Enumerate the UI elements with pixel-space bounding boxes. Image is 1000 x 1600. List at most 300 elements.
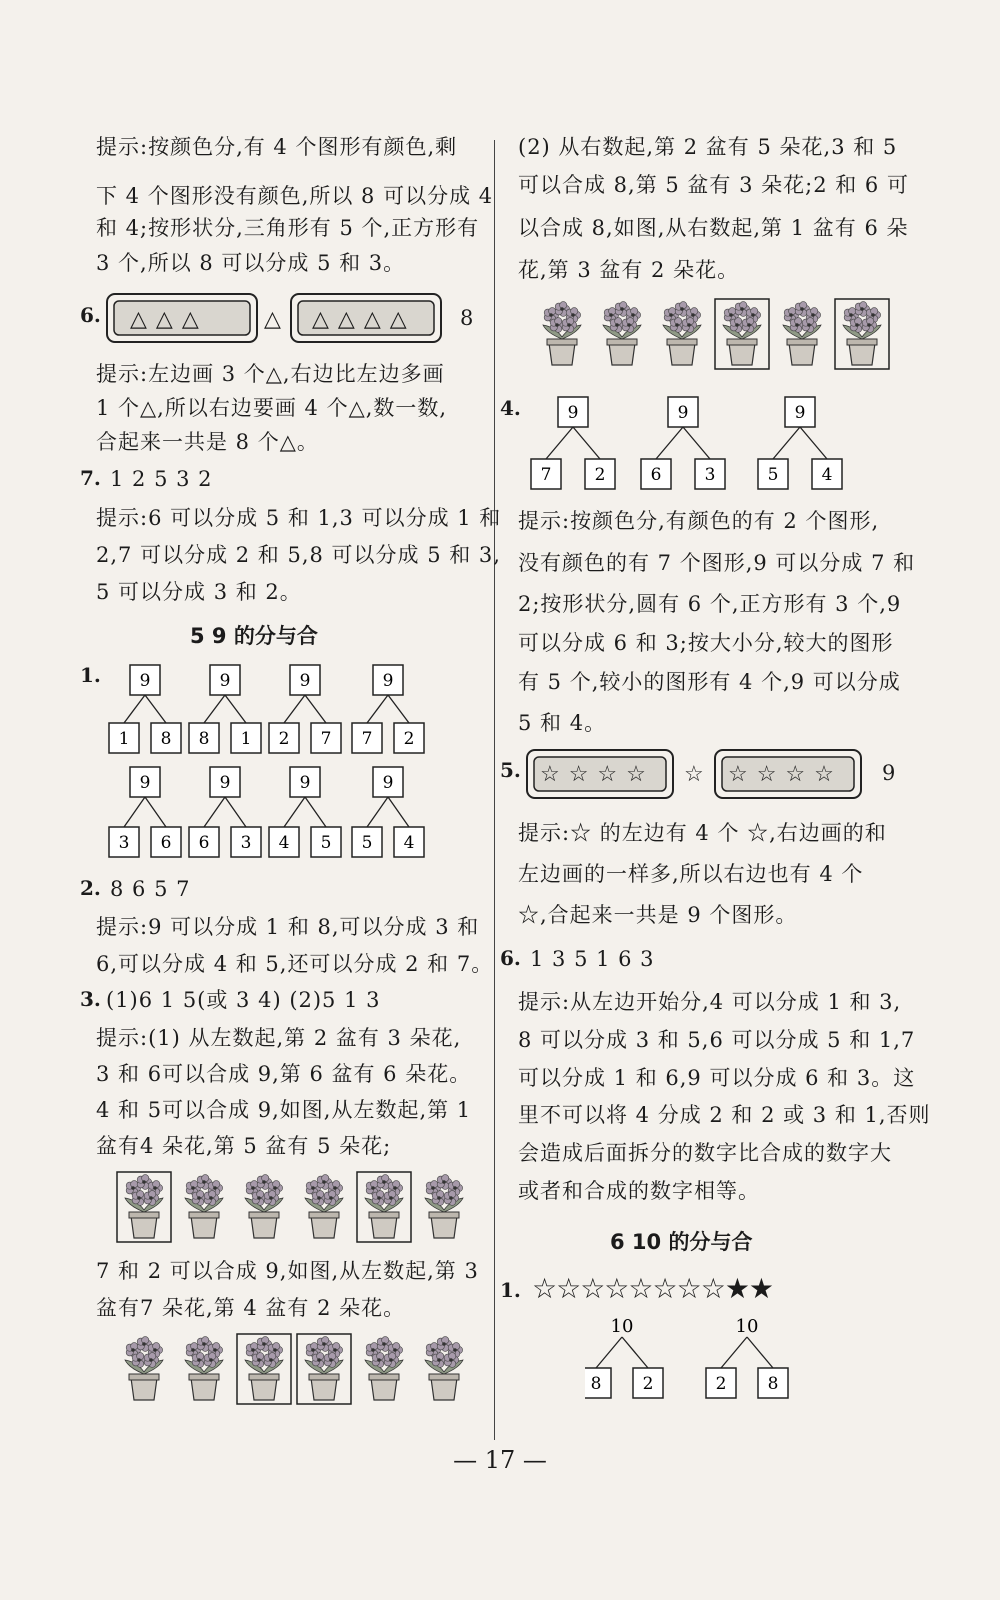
bond-line	[596, 1337, 622, 1368]
star-row: ☆☆☆☆☆☆☆☆★★	[532, 1272, 774, 1305]
number-bond	[269, 665, 341, 753]
number-bond	[352, 665, 424, 753]
number-bond	[189, 767, 261, 857]
q7-answer: 1 2 5 3 2	[110, 467, 213, 491]
bond-line	[284, 797, 305, 827]
flower	[730, 318, 744, 333]
flower-center	[442, 1180, 446, 1184]
bond-line	[388, 797, 409, 827]
bond-part: 6	[160, 833, 172, 853]
flower-center	[389, 1358, 393, 1362]
flower-center	[449, 1358, 453, 1362]
pot-rim	[429, 1374, 459, 1380]
number-bond-diagrams	[530, 395, 880, 495]
flower-pot	[543, 302, 581, 365]
flower-pot	[663, 302, 701, 365]
flower-pot	[305, 1175, 343, 1238]
pot-rim	[847, 339, 877, 345]
flower-center	[382, 1342, 386, 1346]
flower-center	[317, 1358, 321, 1362]
pot	[251, 1378, 277, 1400]
hint-line: 6,可以分成 4 和 5,还可以分成 2 和 7。	[96, 952, 494, 976]
flower-center	[393, 1186, 397, 1190]
bond-total: 9	[567, 403, 579, 423]
pot-rim	[429, 1212, 459, 1218]
page-number: — 17 —	[453, 1446, 547, 1474]
pot-rim	[727, 339, 757, 345]
bond-part: 3	[240, 833, 252, 853]
pot-rim	[309, 1374, 339, 1380]
flower-center	[807, 323, 811, 327]
pot-rim	[249, 1212, 279, 1218]
section-title: 5 9 的分与合	[190, 624, 318, 648]
flower-pots-row	[115, 1332, 480, 1407]
pot	[371, 1378, 397, 1400]
flower	[312, 1191, 326, 1206]
flower-center	[740, 307, 744, 311]
bond-line	[284, 695, 305, 723]
flower-center	[269, 1358, 273, 1362]
flower-center	[149, 1196, 153, 1200]
question-number: 5.	[500, 758, 521, 782]
flower-pot	[425, 1175, 463, 1238]
bond-line	[225, 695, 246, 723]
flower	[550, 318, 564, 333]
flower-center	[251, 1348, 255, 1352]
question-number: 7.	[80, 466, 101, 490]
hint-line: 提示:(1) 从左数起,第 2 盆有 3 朵花,	[96, 1026, 462, 1050]
flower-center	[437, 1358, 441, 1362]
flower-center	[675, 323, 679, 327]
flower-center	[213, 1348, 217, 1352]
middle-triangle: △	[264, 307, 282, 332]
hint-line: 5 和 4。	[518, 711, 607, 735]
flower-center	[431, 1186, 435, 1190]
hint-line: 可以合成 8,第 5 盆有 3 朵花;2 和 6 可	[518, 173, 909, 197]
hint-line: 以合成 8,如图,从右数起,第 1 盆有 6 朵	[518, 216, 909, 240]
hint-line: 花,第 3 盆有 2 朵花。	[518, 258, 740, 282]
hint-line: 可以分成 1 和 6,9 可以分成 6 和 3。这	[518, 1066, 916, 1090]
pot-rim	[309, 1212, 339, 1218]
bond-line	[656, 427, 683, 459]
flower-center	[371, 1186, 375, 1190]
flower-center	[131, 1348, 135, 1352]
pot-rim	[189, 1374, 219, 1380]
flower	[670, 318, 684, 333]
pot	[311, 1216, 337, 1238]
number-bond	[585, 1316, 663, 1398]
flower-center	[209, 1196, 213, 1200]
flower-center	[329, 1358, 333, 1362]
bond-total: 9	[219, 773, 231, 793]
question-number: 6.	[80, 303, 101, 327]
bond-part: 7	[320, 729, 332, 749]
flower-center	[609, 313, 613, 317]
bond-total: 10	[610, 1316, 634, 1337]
flower-center	[627, 323, 631, 327]
bond-line	[721, 1337, 747, 1368]
number-bond	[531, 397, 615, 489]
flower-pot	[297, 1334, 351, 1404]
flower-center	[311, 1186, 315, 1190]
bond-total: 9	[382, 773, 394, 793]
flower-center	[795, 323, 799, 327]
flower-center	[437, 1196, 441, 1200]
flower-center	[142, 1180, 146, 1184]
pot	[251, 1216, 277, 1238]
flower	[192, 1191, 206, 1206]
flower-center	[273, 1348, 277, 1352]
pot	[191, 1216, 217, 1238]
hint-line: 盆有4 朵花,第 5 盆有 5 朵花;	[96, 1134, 392, 1158]
pot	[131, 1378, 157, 1400]
pot-rim	[607, 339, 637, 345]
bond-part: 8	[198, 729, 210, 749]
hint-line: 合起来一共是 8 个△。	[96, 430, 319, 454]
flower-center	[273, 1186, 277, 1190]
flower-center	[377, 1358, 381, 1362]
flower-pot	[715, 299, 769, 369]
flower	[132, 1353, 146, 1368]
pot-rim	[189, 1212, 219, 1218]
bond-part: 7	[540, 465, 552, 485]
flower-center	[149, 1358, 153, 1362]
flower-center	[687, 323, 691, 327]
flower-center	[191, 1348, 195, 1352]
pot	[131, 1216, 157, 1238]
hint-line: 或者和合成的数字相等。	[518, 1179, 760, 1203]
flower-center	[549, 313, 553, 317]
flower-center	[567, 323, 571, 327]
hint-line: 可以分成 6 和 3;按大小分,较大的图形	[518, 631, 894, 655]
right-triangle-group: △ △ △ △	[312, 307, 408, 332]
bond-line	[622, 1337, 648, 1368]
flower	[372, 1353, 386, 1368]
bond-part: 8	[590, 1374, 602, 1394]
flower-pot	[603, 302, 641, 365]
flower-center	[620, 307, 624, 311]
bond-line	[305, 797, 326, 827]
number-bond	[109, 767, 181, 857]
flower-center	[855, 323, 859, 327]
flower-center	[213, 1186, 217, 1190]
hint-line: 提示:按颜色分,有 4 个图形有颜色,剩	[96, 135, 458, 159]
hint-line: 提示:左边画 3 个△,右边比左边多画	[96, 362, 445, 386]
flower-center	[322, 1180, 326, 1184]
question-number: 1.	[80, 663, 101, 687]
flower-center	[153, 1348, 157, 1352]
flower-center	[371, 1348, 375, 1352]
bond-total: 9	[382, 671, 394, 691]
bond-line	[145, 797, 166, 827]
pot-rim	[787, 339, 817, 345]
flower-center	[871, 313, 875, 317]
flower-center	[691, 313, 695, 317]
q3-answer: (1)6 1 5(或 3 4) (2)5 1 3	[106, 988, 381, 1012]
bond-total: 9	[139, 773, 151, 793]
pot	[191, 1378, 217, 1400]
hint-line: 盆有7 朵花,第 4 盆有 2 朵花。	[96, 1296, 406, 1320]
question-number: 1.	[500, 1278, 521, 1302]
question-number: 2.	[80, 876, 101, 900]
pot	[729, 343, 755, 365]
bond-part: 5	[320, 833, 332, 853]
bond-total: 10	[735, 1316, 759, 1337]
flower-center	[329, 1196, 333, 1200]
flower-pot	[117, 1172, 171, 1242]
flower-center	[555, 323, 559, 327]
flower-center	[735, 323, 739, 327]
bond-line	[225, 797, 246, 827]
pot-rim	[667, 339, 697, 345]
bond-part: 7	[361, 729, 373, 749]
flower-center	[197, 1358, 201, 1362]
hint-line: 3 和 6可以合成 9,第 6 盆有 6 朵花。	[96, 1062, 472, 1086]
flower-center	[811, 313, 815, 317]
flower-center	[789, 313, 793, 317]
q6-answer: 1 3 5 1 6 3	[530, 947, 655, 971]
pot-rim	[369, 1374, 399, 1380]
flower-center	[257, 1358, 261, 1362]
number-bond	[641, 397, 725, 489]
flower-center	[137, 1196, 141, 1200]
number-bond	[758, 397, 842, 489]
q6-answer: 8	[460, 306, 475, 330]
hint-line: 1 个△,所以右边要画 4 个△,数一数,	[96, 396, 448, 420]
pot	[371, 1216, 397, 1238]
bond-line	[683, 427, 710, 459]
flower-center	[849, 313, 853, 317]
flower	[372, 1191, 386, 1206]
pot-rim	[129, 1374, 159, 1380]
flower-center	[680, 307, 684, 311]
flower-center	[251, 1186, 255, 1190]
flower-center	[131, 1186, 135, 1190]
flower-pot	[125, 1337, 163, 1400]
bond-line	[145, 695, 166, 723]
hint-line: 下 4 个图形没有颜色,所以 8 可以分成 4	[96, 184, 494, 208]
flower-center	[453, 1348, 457, 1352]
bond-part: 8	[160, 729, 172, 749]
question-number: 6.	[500, 946, 521, 970]
hint-line: 提示:☆ 的左边有 4 个 ☆,右边画的和	[518, 821, 887, 845]
bond-part: 2	[403, 729, 415, 749]
pot	[609, 343, 635, 365]
bond-part: 4	[403, 833, 415, 853]
flower-center	[453, 1186, 457, 1190]
bond-line	[204, 695, 225, 723]
q2-answer: 8 6 5 7	[110, 877, 191, 901]
flower-center	[800, 307, 804, 311]
hint-line: 没有颜色的有 7 个图形,9 可以分成 7 和	[518, 551, 916, 575]
bond-total: 9	[219, 671, 231, 691]
hint-line: 2,7 可以分成 2 和 5,8 可以分成 5 和 3,	[96, 543, 501, 567]
bond-part: 2	[594, 465, 606, 485]
question-number: 3.	[80, 987, 101, 1011]
flower-center	[202, 1180, 206, 1184]
flower	[850, 318, 864, 333]
hint-line: 8 可以分成 3 和 5,6 可以分成 5 和 1,7	[518, 1028, 916, 1052]
flower	[132, 1191, 146, 1206]
flower-center	[209, 1358, 213, 1362]
flower-center	[257, 1196, 261, 1200]
right-star-group: ☆ ☆ ☆ ☆	[728, 762, 835, 787]
bond-line	[204, 797, 225, 827]
hint-line: 提示:从左边开始分,4 可以分成 1 和 3,	[518, 990, 902, 1014]
hint-line: 提示:9 可以分成 1 和 8,可以分成 3 和	[96, 915, 480, 939]
flower-center	[860, 307, 864, 311]
flower-center	[377, 1196, 381, 1200]
flower	[790, 318, 804, 333]
number-bond-diagrams	[100, 655, 490, 865]
bond-part: 1	[240, 729, 252, 749]
flower-center	[571, 313, 575, 317]
hint-line: 2;按形状分,圆有 6 个,正方形有 3 个,9	[518, 592, 902, 616]
flower-center	[729, 313, 733, 317]
flower	[432, 1191, 446, 1206]
number-bond	[269, 767, 341, 857]
pot	[669, 343, 695, 365]
flower-pot	[783, 302, 821, 365]
bond-part: 3	[704, 465, 716, 485]
flower-pot	[425, 1337, 463, 1400]
column-divider	[494, 140, 495, 1440]
hint-line: 提示:6 可以分成 5 和 1,3 可以分成 1 和	[96, 506, 502, 530]
pot	[549, 343, 575, 365]
flower-center	[560, 307, 564, 311]
left-triangle-group: △ △ △	[130, 307, 200, 332]
flower-center	[311, 1348, 315, 1352]
bond-total: 9	[299, 671, 311, 691]
bond-part: 1	[118, 729, 130, 749]
flower-center	[747, 323, 751, 327]
bond-total: 9	[794, 403, 806, 423]
middle-star: ☆	[684, 762, 705, 787]
hint-line: ☆,合起来一共是 9 个图形。	[518, 903, 798, 927]
flower-center	[631, 313, 635, 317]
hint-line: 5 可以分成 3 和 2。	[96, 580, 302, 604]
bond-part: 6	[650, 465, 662, 485]
number-bond-diagrams	[585, 1310, 835, 1405]
bond-part: 5	[361, 833, 373, 853]
bond-line	[124, 797, 145, 827]
flower	[610, 318, 624, 333]
flower-center	[449, 1196, 453, 1200]
flower-center	[867, 323, 871, 327]
flower-center	[153, 1186, 157, 1190]
flower-pots-row	[533, 297, 898, 372]
flower-center	[262, 1180, 266, 1184]
hint-line: 里不可以将 4 分成 2 和 2 或 3 和 1,否则	[518, 1103, 931, 1127]
bond-total: 9	[299, 773, 311, 793]
flower	[312, 1353, 326, 1368]
flower	[252, 1191, 266, 1206]
section-title: 6 10 的分与合	[610, 1230, 753, 1254]
bond-part: 5	[767, 465, 779, 485]
flower-pot	[357, 1172, 411, 1242]
bond-line	[388, 695, 409, 723]
bond-part: 4	[278, 833, 290, 853]
flower-center	[669, 313, 673, 317]
bond-part: 2	[715, 1374, 727, 1394]
flower-center	[202, 1342, 206, 1346]
flower	[192, 1353, 206, 1368]
bond-part: 8	[767, 1374, 779, 1394]
hint-line: (2) 从右数起,第 2 盆有 5 朵花,3 和 5	[518, 135, 898, 159]
bond-part: 2	[642, 1374, 654, 1394]
flower	[252, 1353, 266, 1368]
flower-center	[333, 1348, 337, 1352]
flower-center	[333, 1186, 337, 1190]
bond-line	[573, 427, 600, 459]
flower-center	[322, 1342, 326, 1346]
number-bond	[706, 1316, 788, 1398]
flower-center	[382, 1180, 386, 1184]
number-bond	[109, 665, 181, 753]
bond-part: 2	[278, 729, 290, 749]
flower-center	[442, 1342, 446, 1346]
bond-line	[773, 427, 800, 459]
flower-center	[751, 313, 755, 317]
flower-center	[137, 1358, 141, 1362]
bond-line	[747, 1337, 773, 1368]
flower	[432, 1353, 446, 1368]
number-bond	[189, 665, 261, 753]
pot	[789, 343, 815, 365]
flower-center	[191, 1186, 195, 1190]
flower-center	[393, 1348, 397, 1352]
bond-line	[305, 695, 326, 723]
hint-line: 和 4;按形状分,三角形有 5 个,正方形有	[96, 216, 480, 240]
flower-pot	[365, 1337, 403, 1400]
hint-line: 有 5 个,较小的图形有 4 个,9 可以分成	[518, 670, 901, 694]
pot-rim	[547, 339, 577, 345]
bond-part: 3	[118, 833, 130, 853]
pot-rim	[369, 1212, 399, 1218]
hint-line: 3 个,所以 8 可以分成 5 和 3。	[96, 251, 406, 275]
hint-line: 7 和 2 可以合成 9,如图,从左数起,第 3	[96, 1259, 479, 1283]
pot	[431, 1378, 457, 1400]
flower-pot	[185, 1175, 223, 1238]
hint-line: 提示:按颜色分,有颜色的有 2 个图形,	[518, 509, 880, 533]
bond-part: 4	[821, 465, 833, 485]
bond-line	[124, 695, 145, 723]
flower-pot	[835, 299, 889, 369]
flower-center	[142, 1342, 146, 1346]
flower-center	[317, 1196, 321, 1200]
hint-line: 4 和 5可以合成 9,如图,从左数起,第 1	[96, 1098, 472, 1122]
q5-answer: 9	[882, 761, 897, 785]
bond-line	[367, 797, 388, 827]
bond-line	[367, 695, 388, 723]
pot-rim	[129, 1212, 159, 1218]
bond-line	[800, 427, 827, 459]
flower-center	[431, 1348, 435, 1352]
pot-rim	[249, 1374, 279, 1380]
hint-line: 会造成后面拆分的数字比合成的数字大	[518, 1141, 892, 1165]
flower-pots-row	[115, 1170, 480, 1245]
bond-total: 9	[139, 671, 151, 691]
flower-center	[615, 323, 619, 327]
flower-center	[389, 1196, 393, 1200]
bond-line	[546, 427, 573, 459]
question-number: 4.	[500, 396, 521, 420]
pot	[311, 1378, 337, 1400]
flower-pot	[245, 1175, 283, 1238]
hint-line: 左边画的一样多,所以右边也有 4 个	[518, 862, 864, 886]
bond-part: 6	[198, 833, 210, 853]
bond-total: 9	[677, 403, 689, 423]
